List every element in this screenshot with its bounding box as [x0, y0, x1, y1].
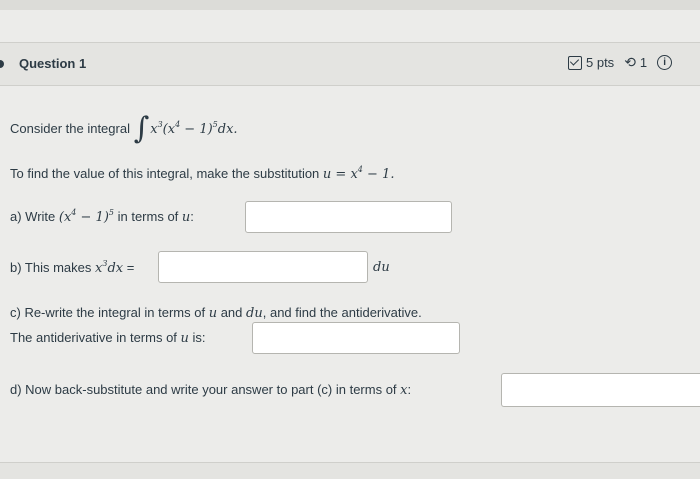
next-question-header	[0, 462, 700, 479]
part-a-math: $(x^4 - 1)^5$	[58, 208, 114, 225]
question-meta	[568, 54, 672, 71]
part-b-unit: du	[373, 260, 390, 275]
part-a-label: a) Write $(x^4 - 1)^5$ in terms of u:	[10, 208, 194, 225]
reset-count: 1	[639, 55, 648, 70]
info-icon[interactable]: i	[657, 55, 672, 70]
part-d-answer-input[interactable]	[501, 373, 700, 407]
part-b-label: b) This makes $x^3dx$ =	[10, 259, 135, 276]
part-d-label: d) Now back-substitute and write your answer to part (c) in terms of x:	[10, 382, 412, 398]
integral-sign: ∫	[133, 111, 150, 146]
part-c-answer-input[interactable]	[252, 322, 460, 354]
intro-line	[10, 106, 238, 146]
part-b-answer-input[interactable]	[158, 251, 368, 283]
reset-icon[interactable]: ⟲	[624, 54, 636, 70]
part-c-line2: The antiderivative in terms of u is:	[10, 330, 206, 346]
question-header	[0, 42, 700, 86]
part-c-line1: c) Re-write the integral in terms of u and du, and find the antiderivative.	[10, 305, 422, 321]
intro-text: Consider the integral	[10, 121, 130, 136]
question-title: Question 1	[19, 56, 87, 71]
substitution-text: To find the value of this integral, make the substitution	[10, 166, 320, 181]
part-a-answer-input[interactable]	[245, 201, 452, 233]
substitution-line	[10, 166, 394, 182]
question-bullet-icon	[0, 60, 4, 68]
part-b-math: $x^3dx$	[95, 259, 124, 276]
points-label: 5 pts	[586, 55, 615, 70]
integral-expression: $\int x^3(x^4 - 1)^5dx$.	[133, 111, 238, 146]
checkbox-icon	[568, 56, 582, 70]
substitution-math: $u = x^4 - 1$.	[322, 165, 395, 182]
